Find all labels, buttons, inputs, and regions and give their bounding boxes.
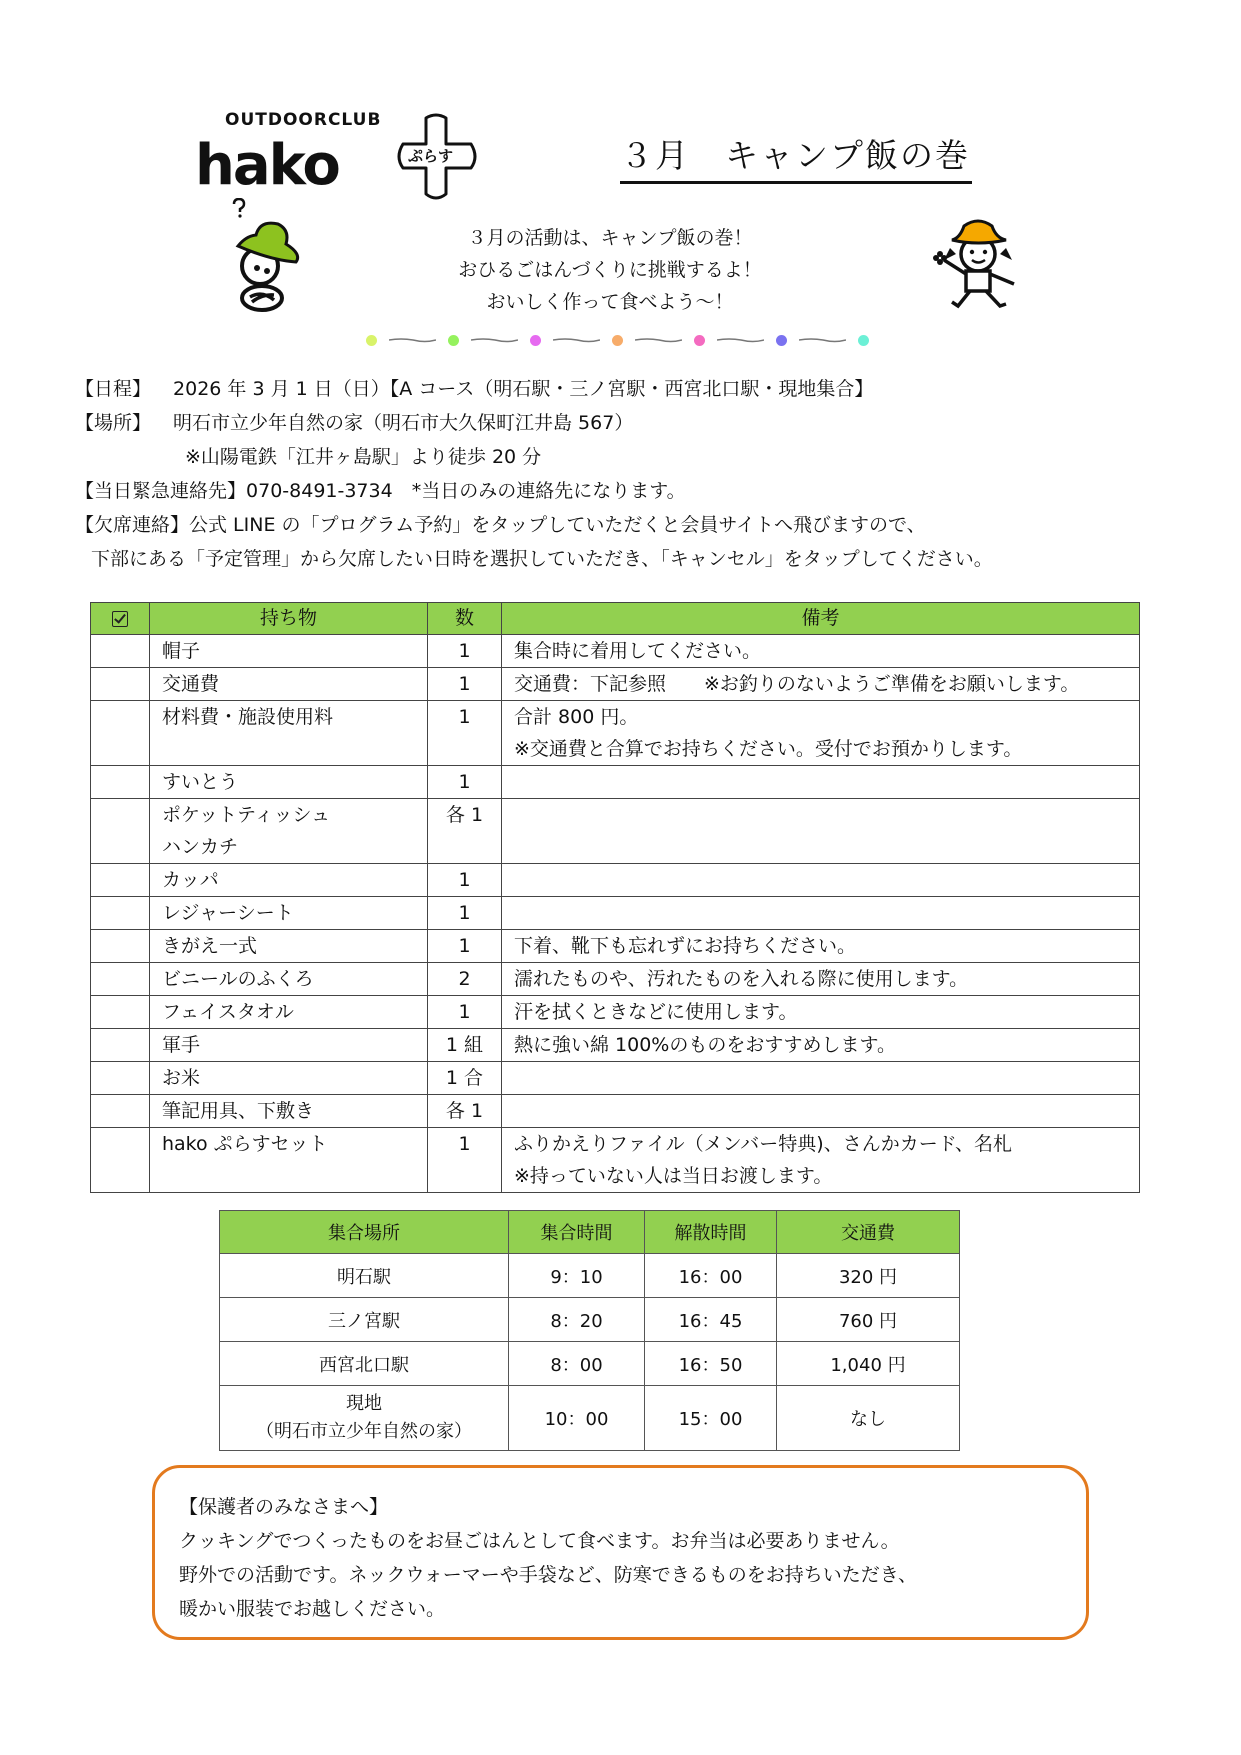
place-label: 【場所】	[75, 412, 152, 434]
meeting-time: 8：00	[509, 1342, 645, 1386]
schedule-row	[75, 372, 993, 406]
meeting-place	[220, 1254, 509, 1298]
item-qty: 1 組	[428, 1029, 502, 1062]
fare: 760 円	[777, 1298, 960, 1342]
place-row	[75, 406, 993, 440]
fare: 320 円	[777, 1254, 960, 1298]
meeting-place-line: 三ノ宮駅	[328, 1310, 400, 1332]
item-name	[150, 766, 428, 799]
item-row	[91, 799, 1140, 864]
item-note-line: 合計 800 円。	[514, 706, 639, 728]
items-table	[90, 602, 1140, 1193]
item-checkbox-cell[interactable]	[91, 1095, 150, 1128]
dismiss-time: 16：00	[645, 1254, 777, 1298]
item-note-line: ふりかえりファイル（メンバー特典)、さんかカード、名札	[514, 1133, 1012, 1155]
item-note	[502, 1128, 1140, 1193]
item-qty: 1	[428, 701, 502, 766]
item-row	[91, 701, 1140, 766]
item-name	[150, 635, 428, 668]
item-qty: 1	[428, 996, 502, 1029]
item-name-line: きがえ一式	[162, 935, 258, 957]
item-qty: 1	[428, 864, 502, 897]
item-qty: 1	[428, 635, 502, 668]
item-checkbox-cell[interactable]	[91, 864, 150, 897]
boy-green-hat-icon	[230, 198, 310, 313]
logo-brand-text: hako	[195, 133, 339, 198]
item-checkbox-cell[interactable]	[91, 930, 150, 963]
meeting-table-header	[220, 1211, 960, 1254]
header-meet-time: 集合時間	[509, 1211, 645, 1254]
item-name	[150, 864, 428, 897]
item-checkbox-cell[interactable]	[91, 701, 150, 766]
item-qty: 1 合	[428, 1062, 502, 1095]
wave-line-icon	[799, 335, 846, 345]
notice-line: 野外での活動です。ネックウォーマーや手袋など、防寒できるものをお持ちいただき、	[179, 1564, 917, 1586]
dismiss-time: 15：00	[645, 1386, 777, 1451]
item-checkbox-cell[interactable]	[91, 996, 150, 1029]
decorative-dot-icon	[448, 335, 459, 346]
item-name-line: 材料費・施設使用料	[162, 706, 334, 728]
item-note	[502, 996, 1140, 1029]
item-note-line: ※交通費と合算でお持ちください。受付でお預かりします。	[514, 738, 1023, 760]
item-row	[91, 963, 1140, 996]
item-note	[502, 864, 1140, 897]
meeting-place-line: 西宮北口駅	[319, 1354, 409, 1376]
item-qty: 2	[428, 963, 502, 996]
item-qty: 1	[428, 668, 502, 701]
item-checkbox-cell[interactable]	[91, 799, 150, 864]
schedule-value: 2026 年 3 月 1 日（日）【A コース（明石駅・三ノ宮駅・西宮北口駅・現地集合】	[173, 378, 874, 400]
item-row	[91, 635, 1140, 668]
item-name-line: hako ぷらすセット	[162, 1133, 328, 1155]
item-row	[91, 864, 1140, 897]
fare: 1,040 円	[777, 1342, 960, 1386]
item-name	[150, 701, 428, 766]
item-qty: 1	[428, 930, 502, 963]
item-note	[502, 1062, 1140, 1095]
dot-divider	[366, 331, 869, 349]
item-name-line: すいとう	[162, 771, 239, 793]
notice-heading: 【保護者のみなさまへ】	[179, 1496, 389, 1518]
wave-line-icon	[471, 335, 518, 345]
meeting-place-line: 明石駅	[337, 1266, 391, 1288]
meeting-place	[220, 1298, 509, 1342]
wave-line-icon	[389, 335, 436, 345]
item-name-line: 軍手	[162, 1034, 201, 1056]
item-name-line: フェイスタオル	[162, 1001, 294, 1023]
page-title: ３月 キャンプ飯の巻	[620, 130, 972, 184]
item-name-line: 交通費	[162, 673, 220, 695]
decorative-dot-icon	[530, 335, 541, 346]
item-name	[150, 1095, 428, 1128]
item-row	[91, 1029, 1140, 1062]
logo-club-text: OUTDOORCLUB	[225, 110, 382, 130]
item-note	[502, 930, 1140, 963]
item-note	[502, 635, 1140, 668]
dismiss-time: 16：50	[645, 1342, 777, 1386]
item-name-line: ポケットティッシュ	[162, 804, 331, 826]
item-row	[91, 930, 1140, 963]
intro-line: おいしく作って食べよう～！	[486, 291, 734, 313]
emergency-value: 070-8491-3734 *当日のみの連絡先になります。	[246, 480, 686, 502]
decorative-dot-icon	[694, 335, 705, 346]
item-qty: 1	[428, 897, 502, 930]
item-checkbox-cell[interactable]	[91, 635, 150, 668]
item-checkbox-cell[interactable]	[91, 963, 150, 996]
item-note-line: 濡れたものや、汚れたものを入れる際に使用します。	[514, 968, 969, 990]
item-checkbox-cell[interactable]	[91, 668, 150, 701]
item-note-line: 下着、靴下も忘れずにお持ちください。	[514, 935, 857, 957]
item-row	[91, 1062, 1140, 1095]
meeting-row	[220, 1386, 960, 1451]
wave-line-icon	[717, 335, 764, 345]
meeting-table	[219, 1210, 960, 1451]
item-name	[150, 963, 428, 996]
item-row	[91, 897, 1140, 930]
item-checkbox-cell[interactable]	[91, 1029, 150, 1062]
schedule-label: 【日程】	[75, 378, 152, 400]
item-note	[502, 799, 1140, 864]
item-note-line: 交通費：下記参照 ※お釣りのないようご準備をお願いします。	[514, 673, 1080, 695]
header-check	[91, 603, 150, 635]
item-name	[150, 1062, 428, 1095]
meeting-time: 10：00	[509, 1386, 645, 1451]
item-name	[150, 799, 428, 864]
item-checkbox-cell[interactable]	[91, 1128, 150, 1193]
emergency-label: 【当日緊急連絡先】	[75, 480, 247, 502]
item-note-line: ※持っていない人は当日お渡します。	[514, 1165, 833, 1187]
intro-line: おひるごはんづくりに挑戦するよ！	[458, 259, 762, 281]
notice-line: クッキングでつくったものをお昼ごはんとして食べます。お弁当は必要ありません。	[179, 1530, 900, 1552]
hako-plus-logo	[195, 110, 485, 205]
item-name-line: レジャーシート	[162, 902, 294, 924]
wave-line-icon	[635, 335, 682, 345]
logo-plus-text: ぷらす	[408, 147, 454, 165]
item-name-line: カッパ	[162, 869, 219, 891]
item-note-line: 汗を拭くときなどに使用します。	[514, 1001, 798, 1023]
item-checkbox-cell[interactable]	[91, 897, 150, 930]
item-name-line: 筆記用具、下敷き	[162, 1100, 315, 1122]
item-qty: 各 1	[428, 799, 502, 864]
meeting-place-line: 現地	[346, 1393, 382, 1414]
header-fare: 交通費	[777, 1211, 960, 1254]
decorative-dot-icon	[366, 335, 377, 346]
item-checkbox-cell[interactable]	[91, 1062, 150, 1095]
items-table-header	[91, 603, 1140, 635]
item-note-line: 熱に強い綿 100%のものをおすすめします。	[514, 1034, 897, 1056]
item-note-line: 集合時に着用してください。	[514, 640, 762, 662]
item-note	[502, 701, 1140, 766]
header-item: 持ち物	[150, 603, 428, 635]
item-name-line: ビニールのふくろ	[162, 968, 314, 990]
wave-line-icon	[553, 335, 600, 345]
place-value: 明石市立少年自然の家（明石市大久保町江井島 567）	[173, 412, 634, 434]
meeting-row	[220, 1254, 960, 1298]
item-name	[150, 1128, 428, 1193]
absence-label: 【欠席連絡】	[75, 514, 190, 536]
meeting-row	[220, 1342, 960, 1386]
header-dismiss-time: 解散時間	[645, 1211, 777, 1254]
fare: なし	[777, 1386, 960, 1451]
item-note	[502, 1095, 1140, 1128]
checkbox-checked-icon	[112, 611, 128, 627]
item-note	[502, 766, 1140, 799]
meeting-place-line: （明石市立少年自然の家）	[256, 1421, 472, 1442]
notice-line: 暖かい服装でお越しください。	[179, 1598, 446, 1620]
item-row	[91, 668, 1140, 701]
item-note	[502, 963, 1140, 996]
item-checkbox-cell[interactable]	[91, 766, 150, 799]
meeting-row	[220, 1298, 960, 1342]
meeting-place	[220, 1386, 509, 1451]
item-row	[91, 1128, 1140, 1193]
absence-row	[75, 508, 993, 542]
emergency-row	[75, 474, 993, 508]
girl-yellow-hat-icon	[930, 210, 1030, 315]
item-row	[91, 766, 1140, 799]
item-qty: 各 1	[428, 1095, 502, 1128]
header-qty: 数	[428, 603, 502, 635]
meeting-time: 8：20	[509, 1298, 645, 1342]
item-name	[150, 668, 428, 701]
item-row	[91, 996, 1140, 1029]
item-name	[150, 996, 428, 1029]
absence-value: 公式 LINE の「プログラム予約」をタップしていただくと会員サイトへ飛びますので、	[189, 514, 926, 536]
item-name	[150, 1029, 428, 1062]
item-name-line: 帽子	[162, 640, 201, 662]
header-note: 備考	[502, 603, 1140, 635]
item-qty: 1	[428, 766, 502, 799]
item-note	[502, 1029, 1140, 1062]
meeting-place	[220, 1342, 509, 1386]
decorative-dot-icon	[776, 335, 787, 346]
intro-line: ３月の活動は、キャンプ飯の巻！	[467, 227, 753, 249]
absence-value-continued: 下部にある「予定管理」から欠席したい日時を選択していただき、「キャンセル」をタップしてください。	[91, 548, 993, 570]
item-note	[502, 668, 1140, 701]
header-place: 集合場所	[220, 1211, 509, 1254]
meeting-time: 9：10	[509, 1254, 645, 1298]
dismiss-time: 16：45	[645, 1298, 777, 1342]
item-name-line: お米	[162, 1067, 201, 1089]
place-note: ※山陽電鉄「江井ヶ島駅」より徒歩 20 分	[185, 446, 542, 468]
item-name	[150, 897, 428, 930]
item-name	[150, 930, 428, 963]
item-name-line: ハンカチ	[162, 836, 239, 858]
event-info	[75, 372, 993, 576]
item-qty: 1	[428, 1128, 502, 1193]
decorative-dot-icon	[858, 335, 869, 346]
intro-message	[330, 222, 890, 318]
decorative-dot-icon	[612, 335, 623, 346]
item-row	[91, 1095, 1140, 1128]
item-note	[502, 897, 1140, 930]
parent-notice-box	[152, 1465, 1089, 1640]
